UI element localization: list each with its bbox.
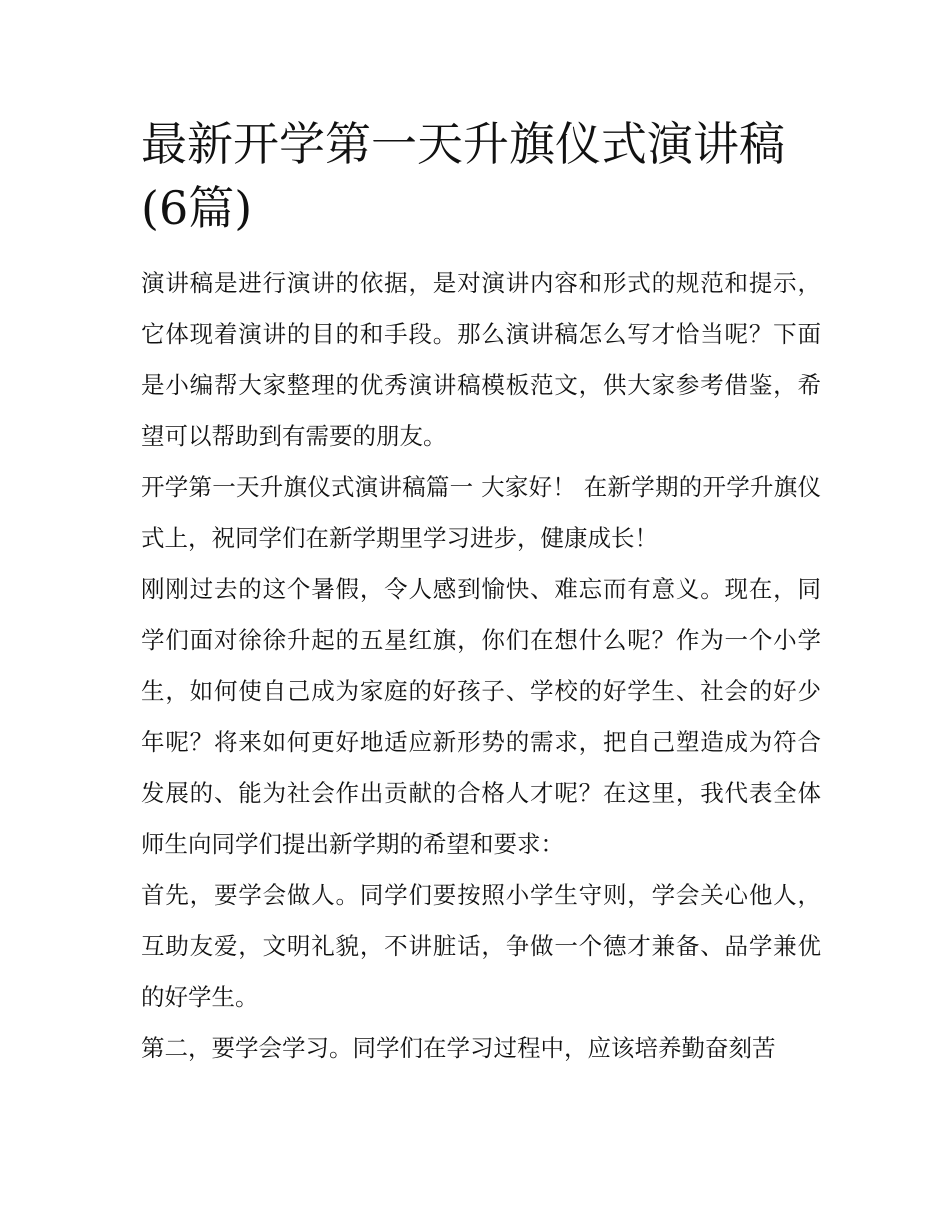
speech-point-one-paragraph: 首先，要学会做人。同学们要按照小学生守则，学会关心他人，互助友爱，文明礼貌，不讲脏话，争做一个德才兼备、品学兼优的好学生。 xyxy=(141,881,821,1011)
document-title: 最新开学第一天升旗仪式演讲稿(6篇) xyxy=(141,117,785,235)
speech-body-paragraph: 刚刚过去的这个暑假，令人感到愉快、难忘而有意义。现在，同学们面对徐徐升起的五星红旗，你们在想什么呢？作为一个小学生，如何使自己成为家庭的好孩子、学校的好学生、社会的好少年呢？将来如何更好地适应新形势的需求，把自己塑造成为符合发展的、能为社会作出贡献的合格人才呢？在这里，我代表全体师生向同学们提出新学期的希望和要求： xyxy=(141,575,821,858)
speech-opening-paragraph: 开学第一天升旗仪式演讲稿篇一 大家好！ 在新学期的开学升旗仪式上，祝同学们在新学期里学习进步，健康成长！ xyxy=(141,473,821,552)
document-page xyxy=(141,112,821,1074)
intro-paragraph: 演讲稿是进行演讲的依据，是对演讲内容和形式的规范和提示，它体现着演讲的目的和手段。那么演讲稿怎么写才恰当呢？下面是小编帮大家整理的优秀演讲稿模板范文，供大家参考借鉴，希望可以帮助到有需要的朋友。 xyxy=(141,269,821,450)
speech-point-two-paragraph: 第二，要学会学习。同学们在学习过程中，应该培养勤奋刻苦 xyxy=(141,1034,776,1062)
